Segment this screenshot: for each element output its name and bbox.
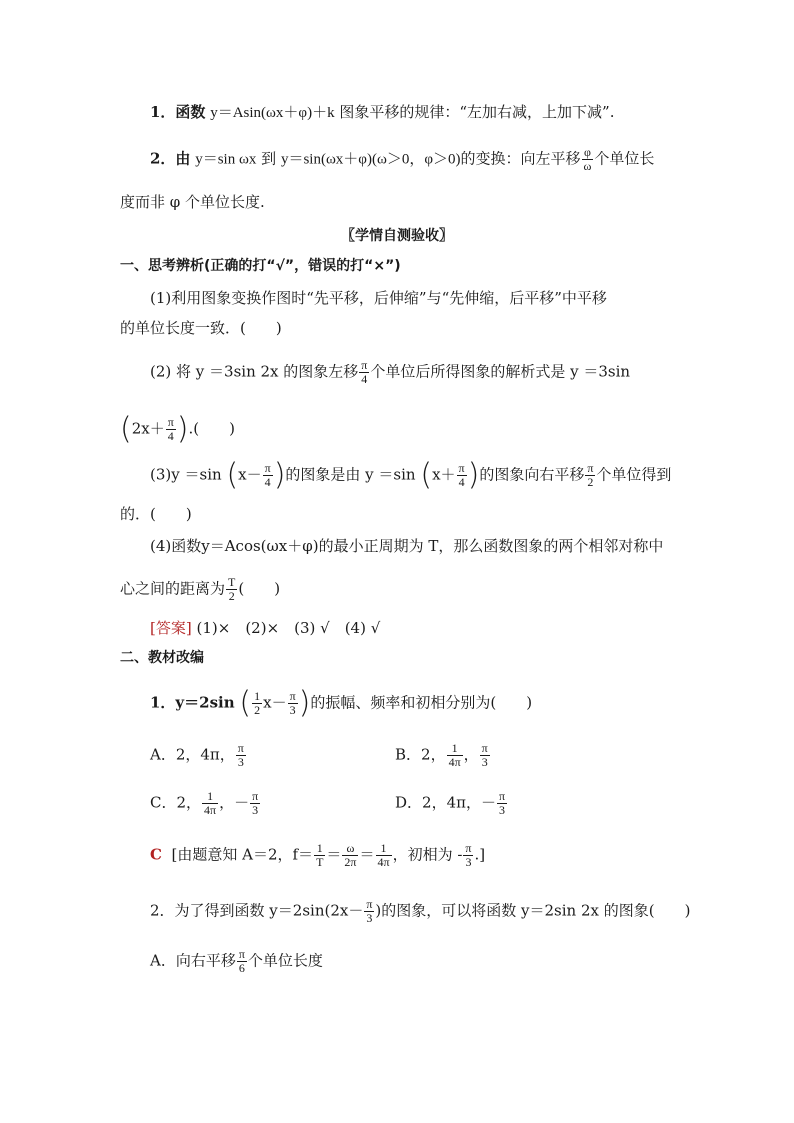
q3-fraction-1 (263, 462, 273, 489)
p2-text-b: )的图象，可以将函数 y＝2sin 2x 的图象( ) (375, 901, 691, 920)
solution-letter: C (150, 845, 162, 864)
option-c-fraction-1 (202, 790, 218, 817)
option-b-fraction-2 (480, 742, 490, 769)
fraction-denominator: 3 (366, 911, 373, 925)
fraction-denominator: 2 (254, 703, 261, 717)
rule-2-number: 2．由 (150, 149, 191, 168)
p2-option-a (150, 948, 323, 975)
fraction-numerator: 1 (202, 790, 218, 804)
rule-2-text: 的变换：向左平移 (460, 149, 581, 168)
left-paren: ( (120, 411, 132, 447)
q4-line-2 (120, 576, 280, 603)
fraction-numerator: π (252, 789, 259, 803)
fraction-numerator: π (361, 358, 368, 372)
fraction-numerator: π (237, 741, 244, 755)
fraction-numerator: 1 (314, 842, 325, 856)
fraction-numerator: 1 (376, 842, 392, 856)
part-2-heading: 二、教材改编 (120, 650, 204, 666)
fraction-denominator: 2 (587, 475, 594, 489)
fraction-denominator: 6 (238, 961, 245, 975)
option-b-comma: ， (463, 745, 479, 764)
rule-2-formula-a: y＝sin ωx (195, 151, 257, 168)
p2-option-a-end: 个单位长度 (247, 951, 323, 970)
q2-fraction (359, 359, 369, 386)
fraction-numerator: π (289, 689, 296, 703)
fraction-numerator: π (498, 789, 506, 803)
fraction-numerator: π (238, 947, 245, 961)
fraction-numerator: ω (342, 842, 358, 856)
fraction-numerator: π (465, 841, 472, 855)
right-paren: ) (176, 411, 189, 447)
q3-fraction-3 (585, 462, 595, 489)
option-b-fraction-1 (447, 742, 463, 769)
p2-question (150, 898, 690, 925)
right-paren: ) (298, 685, 311, 721)
q3-text-a: (3)y ＝sin (150, 465, 222, 484)
rule-2-line-2: 度而非 φ 个单位长度. (120, 193, 265, 211)
fraction-numerator: φ (582, 146, 594, 160)
p2-option-a-fraction (237, 948, 247, 975)
q3-expr-1: x－ (238, 465, 262, 484)
p2-fraction (364, 898, 374, 925)
fraction-numerator: T (228, 575, 236, 589)
q1-line-2: 的单位长度一致．( ) (120, 319, 282, 337)
fraction-denominator: 2 (228, 589, 235, 603)
rule-1 (150, 102, 614, 123)
fraction-denominator: 4π (448, 755, 461, 769)
fraction-denominator: 3 (465, 855, 472, 869)
q4-fraction (226, 576, 237, 603)
q2-text-a: (2) 将 y ＝3sin 2x 的图象左移 (150, 362, 359, 381)
p1-question (150, 685, 533, 721)
fraction-denominator: 2π (344, 855, 357, 869)
answer-text: (1)× (2)× (3) √ (4) √ (196, 619, 381, 637)
fraction-denominator: 3 (481, 755, 488, 769)
q2-line-2-fraction (166, 416, 176, 443)
fraction-numerator: π (587, 461, 594, 475)
q3-line-1 (150, 457, 672, 493)
rule-1-number: 1．函数 (150, 103, 206, 121)
rule-2-formula-b: y＝sin(ωx＋φ)(ω＞0，φ＞0) (280, 151, 461, 168)
left-paren: ( (226, 457, 239, 493)
option-a-text: A．2，4π， (150, 745, 235, 764)
option-b (395, 742, 491, 769)
option-d-text: D．2，4π，－ (395, 793, 496, 812)
q3-text-b: 的图象是由 y ＝sin (285, 465, 416, 484)
rule-2-text-end: 个单位长 (594, 149, 655, 168)
q2-expr: 2x＋ (131, 419, 165, 438)
fraction-denominator: 4 (458, 475, 465, 489)
fraction-numerator: π (458, 461, 465, 475)
q4-text-a: 心之间的距离为 (120, 579, 226, 598)
option-c-fraction-2 (250, 790, 260, 817)
left-paren: ( (239, 685, 252, 721)
q3-expr-2: x＋ (432, 465, 456, 484)
fraction-denominator: T (316, 855, 324, 869)
q3-line-2: 的．( ) (120, 505, 192, 523)
rule-2 (150, 146, 654, 173)
p2-text-a: 2．为了得到函数 y＝2sin(2x－ (150, 901, 364, 920)
fraction-numerator: π (167, 415, 174, 429)
fraction-denominator: 3 (289, 703, 296, 717)
answer-line (150, 618, 380, 638)
option-d (395, 790, 508, 817)
p1-fraction-2 (288, 690, 298, 717)
fraction-numerator: 1 (447, 742, 463, 756)
q2-text-b: 个单位后所得图象的解析式是 y ＝3sin (370, 362, 631, 381)
fraction-denominator: 4π (377, 855, 390, 869)
option-a (150, 742, 247, 769)
q3-fraction-2 (457, 462, 467, 489)
solution-fraction-1 (314, 842, 325, 869)
q2-line-1 (150, 359, 630, 386)
fraction-denominator: 4 (361, 372, 368, 386)
solution-text-a: [由题意知 A＝2，f＝ (171, 845, 314, 864)
solution-fraction-2 (342, 842, 358, 869)
answer-label: [答案] (150, 619, 192, 637)
option-b-text: B．2， (395, 745, 446, 764)
solution-text-b: ，初相为 - (392, 845, 463, 864)
p1-expr: x－ (263, 693, 287, 712)
option-c-text: C．2， (150, 793, 202, 812)
option-c (150, 790, 261, 817)
q3-text-d: 个单位得到 (596, 465, 672, 484)
fraction-denominator: 4 (167, 429, 174, 443)
rule-2-to: 到 (261, 149, 277, 168)
option-a-fraction (236, 742, 246, 769)
fraction-denominator: 3 (499, 803, 506, 817)
fraction-numerator: π (366, 897, 373, 911)
equals: ＝ (326, 845, 342, 864)
part-1-heading: 一、思考辨析(正确的打“√”，错误的打“×”) (120, 258, 401, 274)
q2-line-2 (120, 411, 235, 447)
fraction-denominator: 4 (264, 475, 271, 489)
fraction-denominator: 3 (237, 755, 244, 769)
q4-blank: ( ) (238, 579, 281, 598)
fraction-numerator: π (481, 741, 488, 755)
p1-text-b: 的振幅、频率和初相分别为( ) (310, 693, 533, 712)
solution-fraction-4 (463, 842, 473, 869)
equals: ＝ (359, 845, 375, 864)
fraction-denominator: ω (583, 159, 592, 173)
q3-text-c: 的图象向右平移 (479, 465, 585, 484)
fraction-numerator: π (264, 461, 271, 475)
left-paren: ( (420, 457, 433, 493)
solution-line (150, 842, 485, 869)
fraction-denominator: 3 (252, 803, 259, 817)
option-d-fraction (497, 790, 507, 817)
solution-end: .] (474, 845, 486, 864)
q1-line-1: (1)利用图象变换作图时“先平移，后伸缩”与“先伸缩，后平移”中平移 (150, 289, 607, 307)
p1-text-a: 1．y＝2sin (150, 693, 235, 712)
fraction-numerator: 1 (254, 689, 261, 703)
section-title: 〖学情自测验收〗 (341, 228, 453, 244)
option-c-minus: ，－ (219, 793, 250, 812)
fraction-denominator: 4π (204, 803, 217, 817)
right-paren: ) (273, 457, 286, 493)
rule-1-formula: y＝Asin(ωx＋φ)＋k (210, 105, 335, 121)
solution-fraction-3 (376, 842, 392, 869)
q4-line-1: (4)函数y＝Acos(ωx＋φ)的最小正周期为 T，那么函数图象的两个相邻对称中 (150, 537, 664, 555)
q2-blank: .( ) (188, 419, 235, 438)
right-paren: ) (467, 457, 480, 493)
p1-fraction-1 (252, 690, 262, 717)
rule-1-text: 图象平移的规律：“左加右减，上加下减”. (339, 103, 615, 121)
rule-2-fraction (582, 146, 594, 173)
p2-option-a-text: A．向右平移 (150, 951, 236, 970)
